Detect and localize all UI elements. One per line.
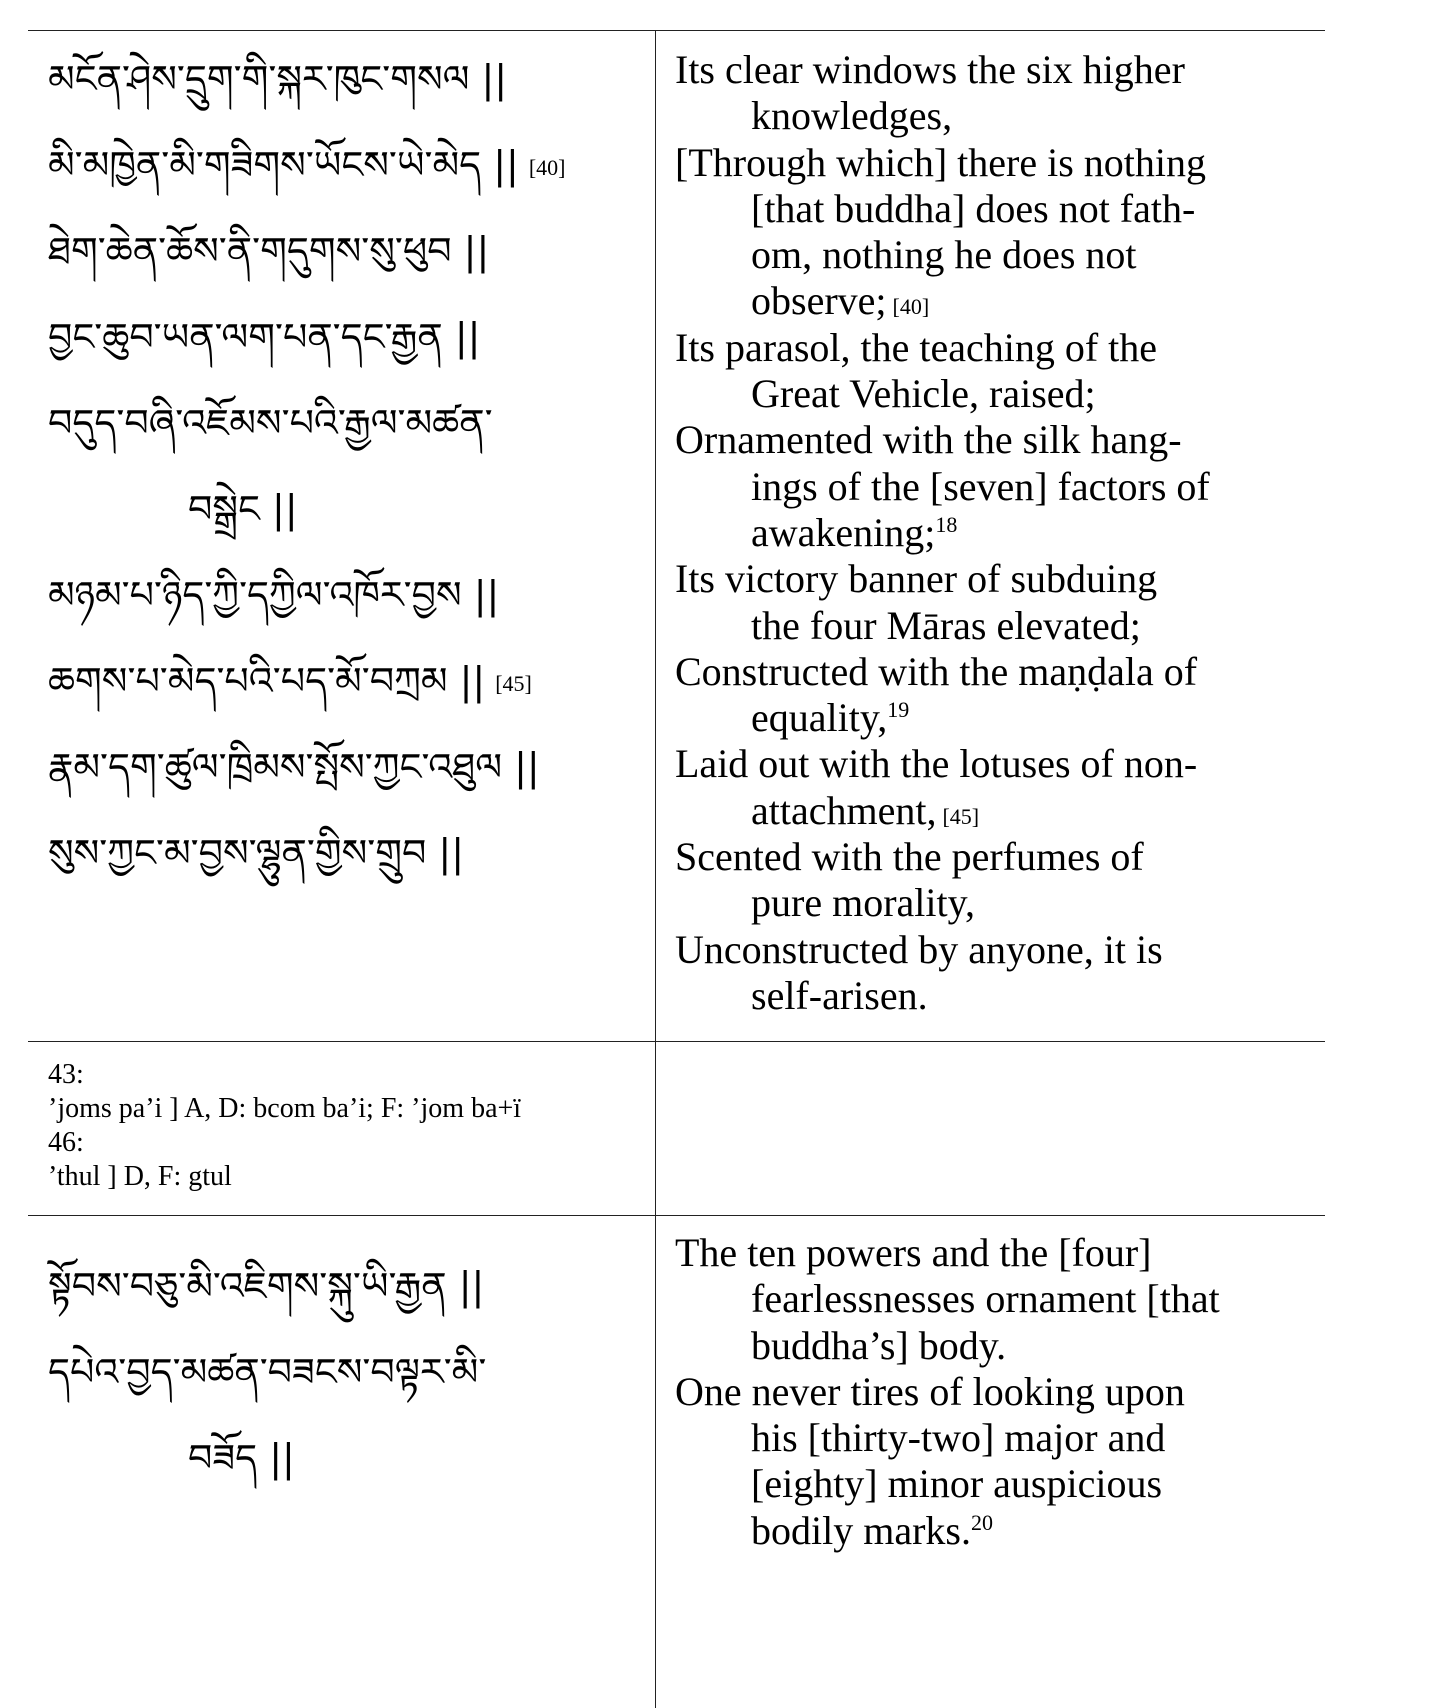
tibetan-line-text: དཔེའ་བྱད་མཚན་བཟངས་བལྟར་མི་ [48, 1350, 487, 1394]
translation-line [675, 417, 1210, 463]
tibetan-line [48, 36, 565, 122]
translation-line [675, 1369, 1220, 1415]
translation-line [675, 93, 1210, 139]
translation-line-text: awakening; [751, 509, 936, 555]
tibetan-line [48, 294, 565, 380]
tibetan-verse-block [48, 36, 565, 896]
tibetan-line [48, 1243, 486, 1329]
variant-note-line: 46: [48, 1127, 84, 1158]
table-top-border [28, 30, 1325, 31]
translation-line [675, 880, 1210, 926]
line-number-marker: [45] [495, 670, 532, 696]
tibetan-line-text: རྣམ་དག་ཚུལ་ཁྲིམས་སྤོས་ཀྱང་འཐུལ || [48, 745, 540, 789]
english-translation-block [675, 1230, 1220, 1554]
translation-line [675, 1461, 1220, 1507]
tibetan-line [48, 1415, 486, 1501]
translation-line [675, 1230, 1220, 1276]
translation-line-text: Its victory banner of subduing [675, 556, 1158, 602]
translation-line-text: knowledges, [751, 93, 953, 139]
translation-line [675, 556, 1210, 602]
translation-line [675, 510, 1210, 556]
translation-line-text: The ten powers and the [four] [675, 1230, 1152, 1275]
row-divider [28, 1041, 1325, 1042]
tibetan-line-text: བསྒྲེང || [188, 487, 298, 531]
translation-line-text: buddha’s] body. [751, 1322, 1007, 1368]
translation-line [675, 973, 1210, 1019]
variant-notes [48, 1058, 521, 1194]
tibetan-line-text: བདུད་བཞི་འཇོམས་པའི་རྒྱལ་མཚན་ [48, 401, 493, 445]
tibetan-line-text: བཟོད || [188, 1436, 295, 1480]
translation-line [675, 1415, 1220, 1461]
translation-line-text: [Through which] there is nothing [675, 139, 1206, 185]
translation-line-text: observe; [751, 278, 887, 324]
footnote-reference: 18 [935, 511, 958, 537]
translation-line [675, 927, 1210, 973]
translation-line-text: attachment, [751, 787, 937, 833]
translation-line [675, 649, 1210, 695]
tibetan-line [48, 208, 565, 294]
translation-line [675, 788, 1210, 834]
translation-line-text: the four Māras elevated; [751, 602, 1141, 648]
tibetan-line-text: སུས་ཀྱང་མ་བྱས་ལྷུན་གྱིས་གྲུབ || [48, 831, 465, 875]
tibetan-line [48, 122, 565, 208]
line-number-marker: [40] [528, 154, 566, 180]
translation-line-text: [eighty] minor auspicious [751, 1461, 1163, 1507]
tibetan-line [48, 638, 565, 724]
footnote-reference: 20 [970, 1509, 993, 1535]
translation-line [675, 1276, 1220, 1322]
translation-line [675, 741, 1210, 787]
tibetan-line [48, 1329, 486, 1415]
translation-line [675, 1323, 1220, 1369]
translation-line [675, 186, 1210, 232]
translation-line-text: Laid out with the lotuses of non- [675, 741, 1198, 787]
translation-line [675, 371, 1210, 417]
translation-line-text: One never tires of looking upon [675, 1368, 1185, 1414]
translation-line [675, 325, 1210, 371]
translation-line-text: Ornamented with the silk hang- [675, 417, 1182, 463]
translation-line [675, 278, 1210, 324]
tibetan-line [48, 380, 565, 466]
tibetan-line-text: མངོན་ཤེས་དྲུག་གི་སྐར་ཁུང་གསལ || [48, 57, 508, 101]
tibetan-line-text: ཆགས་པ་མེད་པའི་པད་མོ་བཀྲམ || [48, 659, 486, 703]
translation-line-text: pure morality, [751, 880, 976, 926]
variant-note-line: ’thul ] D, F: gtul [48, 1161, 232, 1192]
tibetan-line [48, 810, 565, 896]
translation-line [675, 1508, 1220, 1554]
variant-note-line: ’joms pa’i ] A, D: bcom ba’i; F: ’jom ba+ï [48, 1093, 522, 1124]
translation-line-text: om, nothing he does not [751, 232, 1137, 278]
tibetan-line-text: བྱང་ཆུབ་ཡན་ལག་པན་དང་རྒྱན || [48, 315, 481, 359]
translation-line-text: fearlessnesses ornament [that [751, 1276, 1220, 1322]
line-number-marker: [45] [942, 803, 980, 829]
translation-line [675, 232, 1210, 278]
translation-line-text: equality, [751, 695, 888, 741]
translation-line-text: [that buddha] does not fath- [751, 185, 1196, 231]
translation-line-text: Its clear windows the six higher [675, 47, 1185, 92]
translation-line [675, 140, 1210, 186]
footnote-reference: 19 [887, 697, 910, 723]
english-translation-block [675, 47, 1210, 1019]
tibetan-line [48, 724, 565, 810]
translation-line-text: Scented with the perfumes of [675, 834, 1144, 880]
line-number-marker: [40] [892, 294, 930, 320]
tibetan-line-text: མཉམ་པ་ཉིད་ཀྱི་དཀྱིལ་འཁོར་བྱས || [48, 573, 500, 617]
tibetan-line-text: ཐེག་ཆེན་ཆོས་ནི་གདུགས་སུ་ཕུབ || [48, 229, 490, 273]
translation-line-text: self-arisen. [751, 972, 928, 1018]
variant-note-line: 43: [48, 1059, 84, 1090]
translation-line [675, 464, 1210, 510]
translation-line [675, 834, 1210, 880]
tibetan-line-text: སྟོབས་བཅུ་མི་འཇིགས་སྐུ་ཡི་རྒྱན || [48, 1264, 485, 1308]
tibetan-line [48, 552, 565, 638]
translation-line [675, 695, 1210, 741]
translation-line [675, 47, 1210, 93]
translation-line-text: ings of the [seven] factors of [751, 463, 1210, 509]
translation-line-text: bodily marks. [751, 1507, 971, 1553]
row-divider [28, 1215, 1325, 1216]
column-divider [655, 30, 656, 1708]
translation-line-text: Constructed with the maṇḍala of [675, 648, 1198, 694]
translation-line-text: Its parasol, the teaching of the [675, 324, 1158, 370]
tibetan-verse-block [48, 1243, 486, 1501]
translation-line-text: Great Vehicle, raised; [751, 371, 1096, 417]
translation-line-text: his [thirty-two] major and [751, 1415, 1166, 1461]
tibetan-line [48, 466, 565, 552]
translation-line-text: Unconstructed by anyone, it is [675, 926, 1163, 972]
tibetan-line-text: མི་མཁྱེན་མི་གཟིགས་ཡོངས་ཡེ་མེད || [48, 143, 519, 187]
translation-line [675, 603, 1210, 649]
